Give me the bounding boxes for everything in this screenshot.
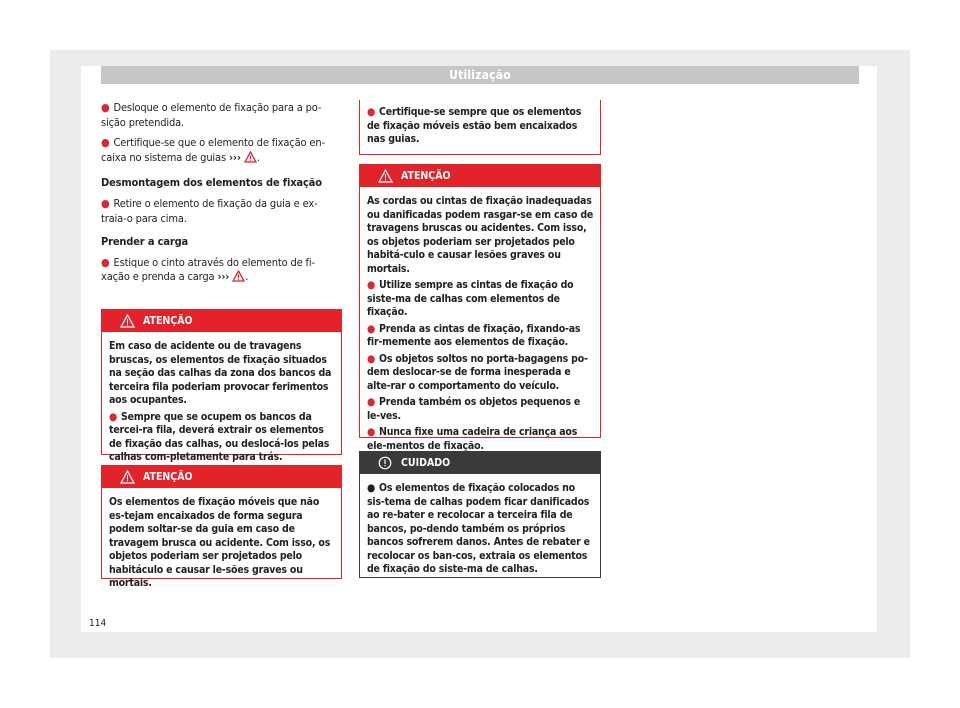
warning-bullet: ● Certifique-se sempre que os elementos de fixação móveis estão bem encaixados nas guias. [367,106,582,145]
list-item-cont: xação e prenda a carga ››› . [101,270,344,287]
warning-text: Os elementos de fixação móveis que não es-tejam encaixados de forma segura podem soltar-se da guia em caso de travagem brusca ou acidente. Com isso, os objetos poderiam ser projetados pelo habitáculo e causar le-sões graves ou mortais. [109,496,331,589]
warning-bullet: ● Prenda as cintas de fixação, fixando-as fir-memente aos elementos de fixação. [367,322,581,348]
info-circle-icon [378,456,392,470]
warning-box-continued [359,100,601,155]
list-item-cont: traia-o para cima. [101,211,187,225]
bullet-icon: ● [367,396,376,408]
warning-triangle-icon [378,169,393,183]
list-item: ● Desloque o elemento de fixação para a po- [101,101,322,114]
bullet-icon: ● [101,196,110,210]
warning-header [102,310,341,332]
bullet-icon: ● [101,136,110,150]
warning-box [101,465,342,589]
bullet-icon: ● [109,410,118,423]
bullet-icon: ● [367,106,376,118]
warning-bullet: ● Sempre que se ocupem os bancos da tercei-ra fila, deverá extrair os elementos de fixação das calhas, ou deslocá-los pelas calhas com-pletamente para trás. [109,410,330,463]
bullet-icon: ● [367,279,376,291]
bullet-icon: ● [367,482,376,494]
ref-arrows[interactable]: ››› [228,150,241,164]
warning-title: ATENÇÃO [401,170,451,182]
list-item: ● Retire o elemento de fixação da guia e ex- [101,196,318,210]
ref-arrows[interactable]: ››› [217,270,230,284]
warning-bullet: ● Prenda também os objetos pequenos e le-ves. [367,396,581,422]
section-heading: Prender a carga [101,235,189,249]
warning-header [102,466,341,488]
caution-header [360,452,600,474]
warning-triangle-icon[interactable] [232,270,245,287]
page-header: Utilização [101,66,859,84]
warning-box [359,164,601,452]
list-item-cont: sição pretendida. [101,115,185,129]
section-heading: Desmontagem dos elementos de fixação [101,176,322,190]
bullet-icon: ● [367,352,376,365]
caution-bullet: ● Os elementos de fixação colocados no sis-tema de calhas podem ficar danificados ao re-bater e recolocar a terceira fila de bancos, po-dendo também os próprios bancos sofrerem danos. Antes de rebater e recolocar os ban-cos, extraia os elementos de fixação do siste-ma de calhas. [367,482,590,575]
bullet-icon: ● [367,322,376,335]
warning-box [101,309,342,463]
left-column [101,101,344,287]
list-item-cont: caixa no sistema de guias ››› . [101,151,344,168]
warning-title: ATENÇÃO [143,315,193,327]
warning-title: ATENÇÃO [143,471,193,483]
warning-header [360,165,600,187]
list-item: ● Estique o cinto através do elemento de fi- [101,255,315,269]
warning-bullet: ● Utilize sempre as cintas de fixação do siste-ma de calhas com elementos de fixação. [367,279,574,318]
caution-title: CUIDADO [401,457,451,469]
warning-text: Em caso de acidente ou de travagens bruscas, os elementos de fixação situados na seção das calhas da zona dos bancos da terceira fila poderiam provocar ferimentos aos ocupantes. [109,340,332,406]
bullet-icon: ● [101,255,110,269]
warning-text: As cordas ou cintas de fixação inadequadas ou danificadas podem rasgar-se em caso de travagens bruscas ou acidentes. Com isso, os objetos poderiam ser projetados pelo habitá-culo e causar lesões graves ou mortais. [367,195,594,275]
bullet-icon: ● [101,101,110,114]
bullet-icon: ● [367,426,376,438]
warning-triangle-icon [120,314,135,328]
page-number: 114 [89,618,107,629]
warning-bullet: ● Os objetos soltos no porta-bagagens po-dem deslocar-se de forma inesperada e alte-rar o comportamento do veículo. [367,352,588,392]
list-item: ● Certifique-se que o elemento de fixação en- [101,136,325,150]
warning-triangle-icon [120,470,135,484]
warning-bullet: ● Nunca fixe uma cadeira de criança aos ele-mentos de fixação. [367,426,578,452]
caution-box [359,451,601,578]
warning-triangle-icon[interactable] [244,151,257,168]
